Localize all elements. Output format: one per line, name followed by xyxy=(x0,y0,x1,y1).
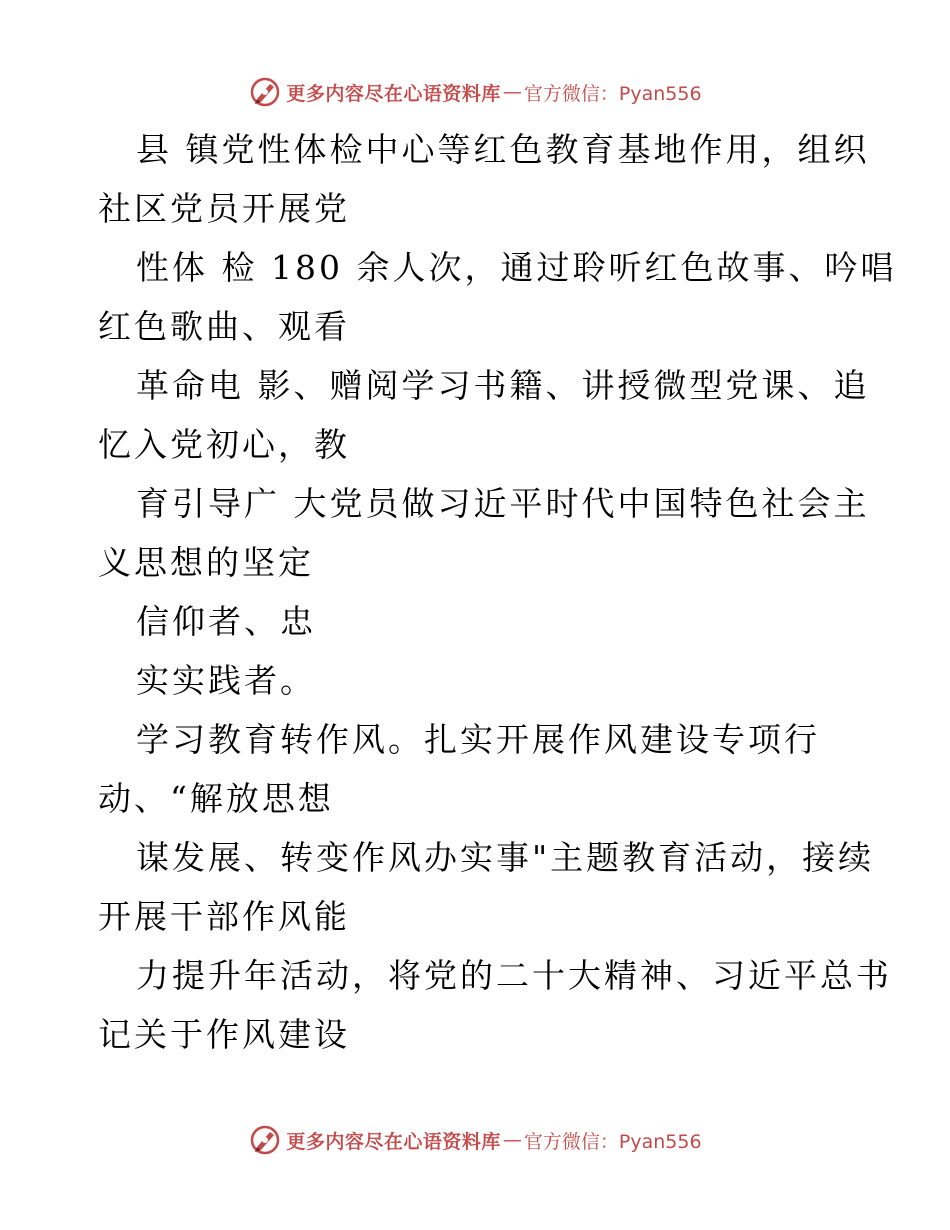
text-line: 县 镇党性体检中心等红色教育基地作用，组织 xyxy=(136,130,870,169)
text-line: 红色歌曲、观看 xyxy=(98,307,350,346)
text-line: 革命电 影、赠阅学习书籍、讲授微型党课、追 xyxy=(136,366,870,405)
text-line: 谋发展、转变作风办实事"主题教育活动，接续 xyxy=(136,838,875,877)
footer-banner xyxy=(0,1120,950,1160)
footer-separator: — xyxy=(502,1129,522,1151)
footer-wechat-text: 官方微信：Pyan556 xyxy=(523,1130,702,1153)
text-line: 义思想的坚定 xyxy=(98,543,314,582)
document-body xyxy=(98,120,897,1064)
header-separator: — xyxy=(502,81,522,103)
pen-logo-icon xyxy=(248,1123,282,1157)
text-line: 性体 检 180 余人次，通过聆听红色故事、吟唱 xyxy=(136,248,897,287)
text-line: 育引导广 大党员做习近平时代中国特色社会主 xyxy=(136,484,870,523)
text-line: 动、“解放思想 xyxy=(98,779,334,818)
header-promo-text: 更多内容尽在心语资料库 xyxy=(286,82,501,105)
text-line: 开展干部作风能 xyxy=(98,897,350,936)
text-line: 记关于作风建设 xyxy=(98,1015,350,1054)
text-line: 信仰者、忠 xyxy=(136,602,316,641)
pen-logo-icon xyxy=(248,75,282,109)
text-line: 实实践者。 xyxy=(136,661,316,700)
header-wechat-text: 官方微信：Pyan556 xyxy=(523,82,702,105)
text-line: 力提升年活动，将党的二十大精神、习近平总书 xyxy=(136,956,892,995)
footer-promo-text: 更多内容尽在心语资料库 xyxy=(286,1130,501,1153)
text-line: 社区党员开展党 xyxy=(98,189,350,228)
text-line: 忆入党初心，教 xyxy=(98,425,350,464)
header-banner xyxy=(0,72,950,112)
text-line: 学习教育转作风。扎实开展作风建设专项行 xyxy=(136,720,820,759)
